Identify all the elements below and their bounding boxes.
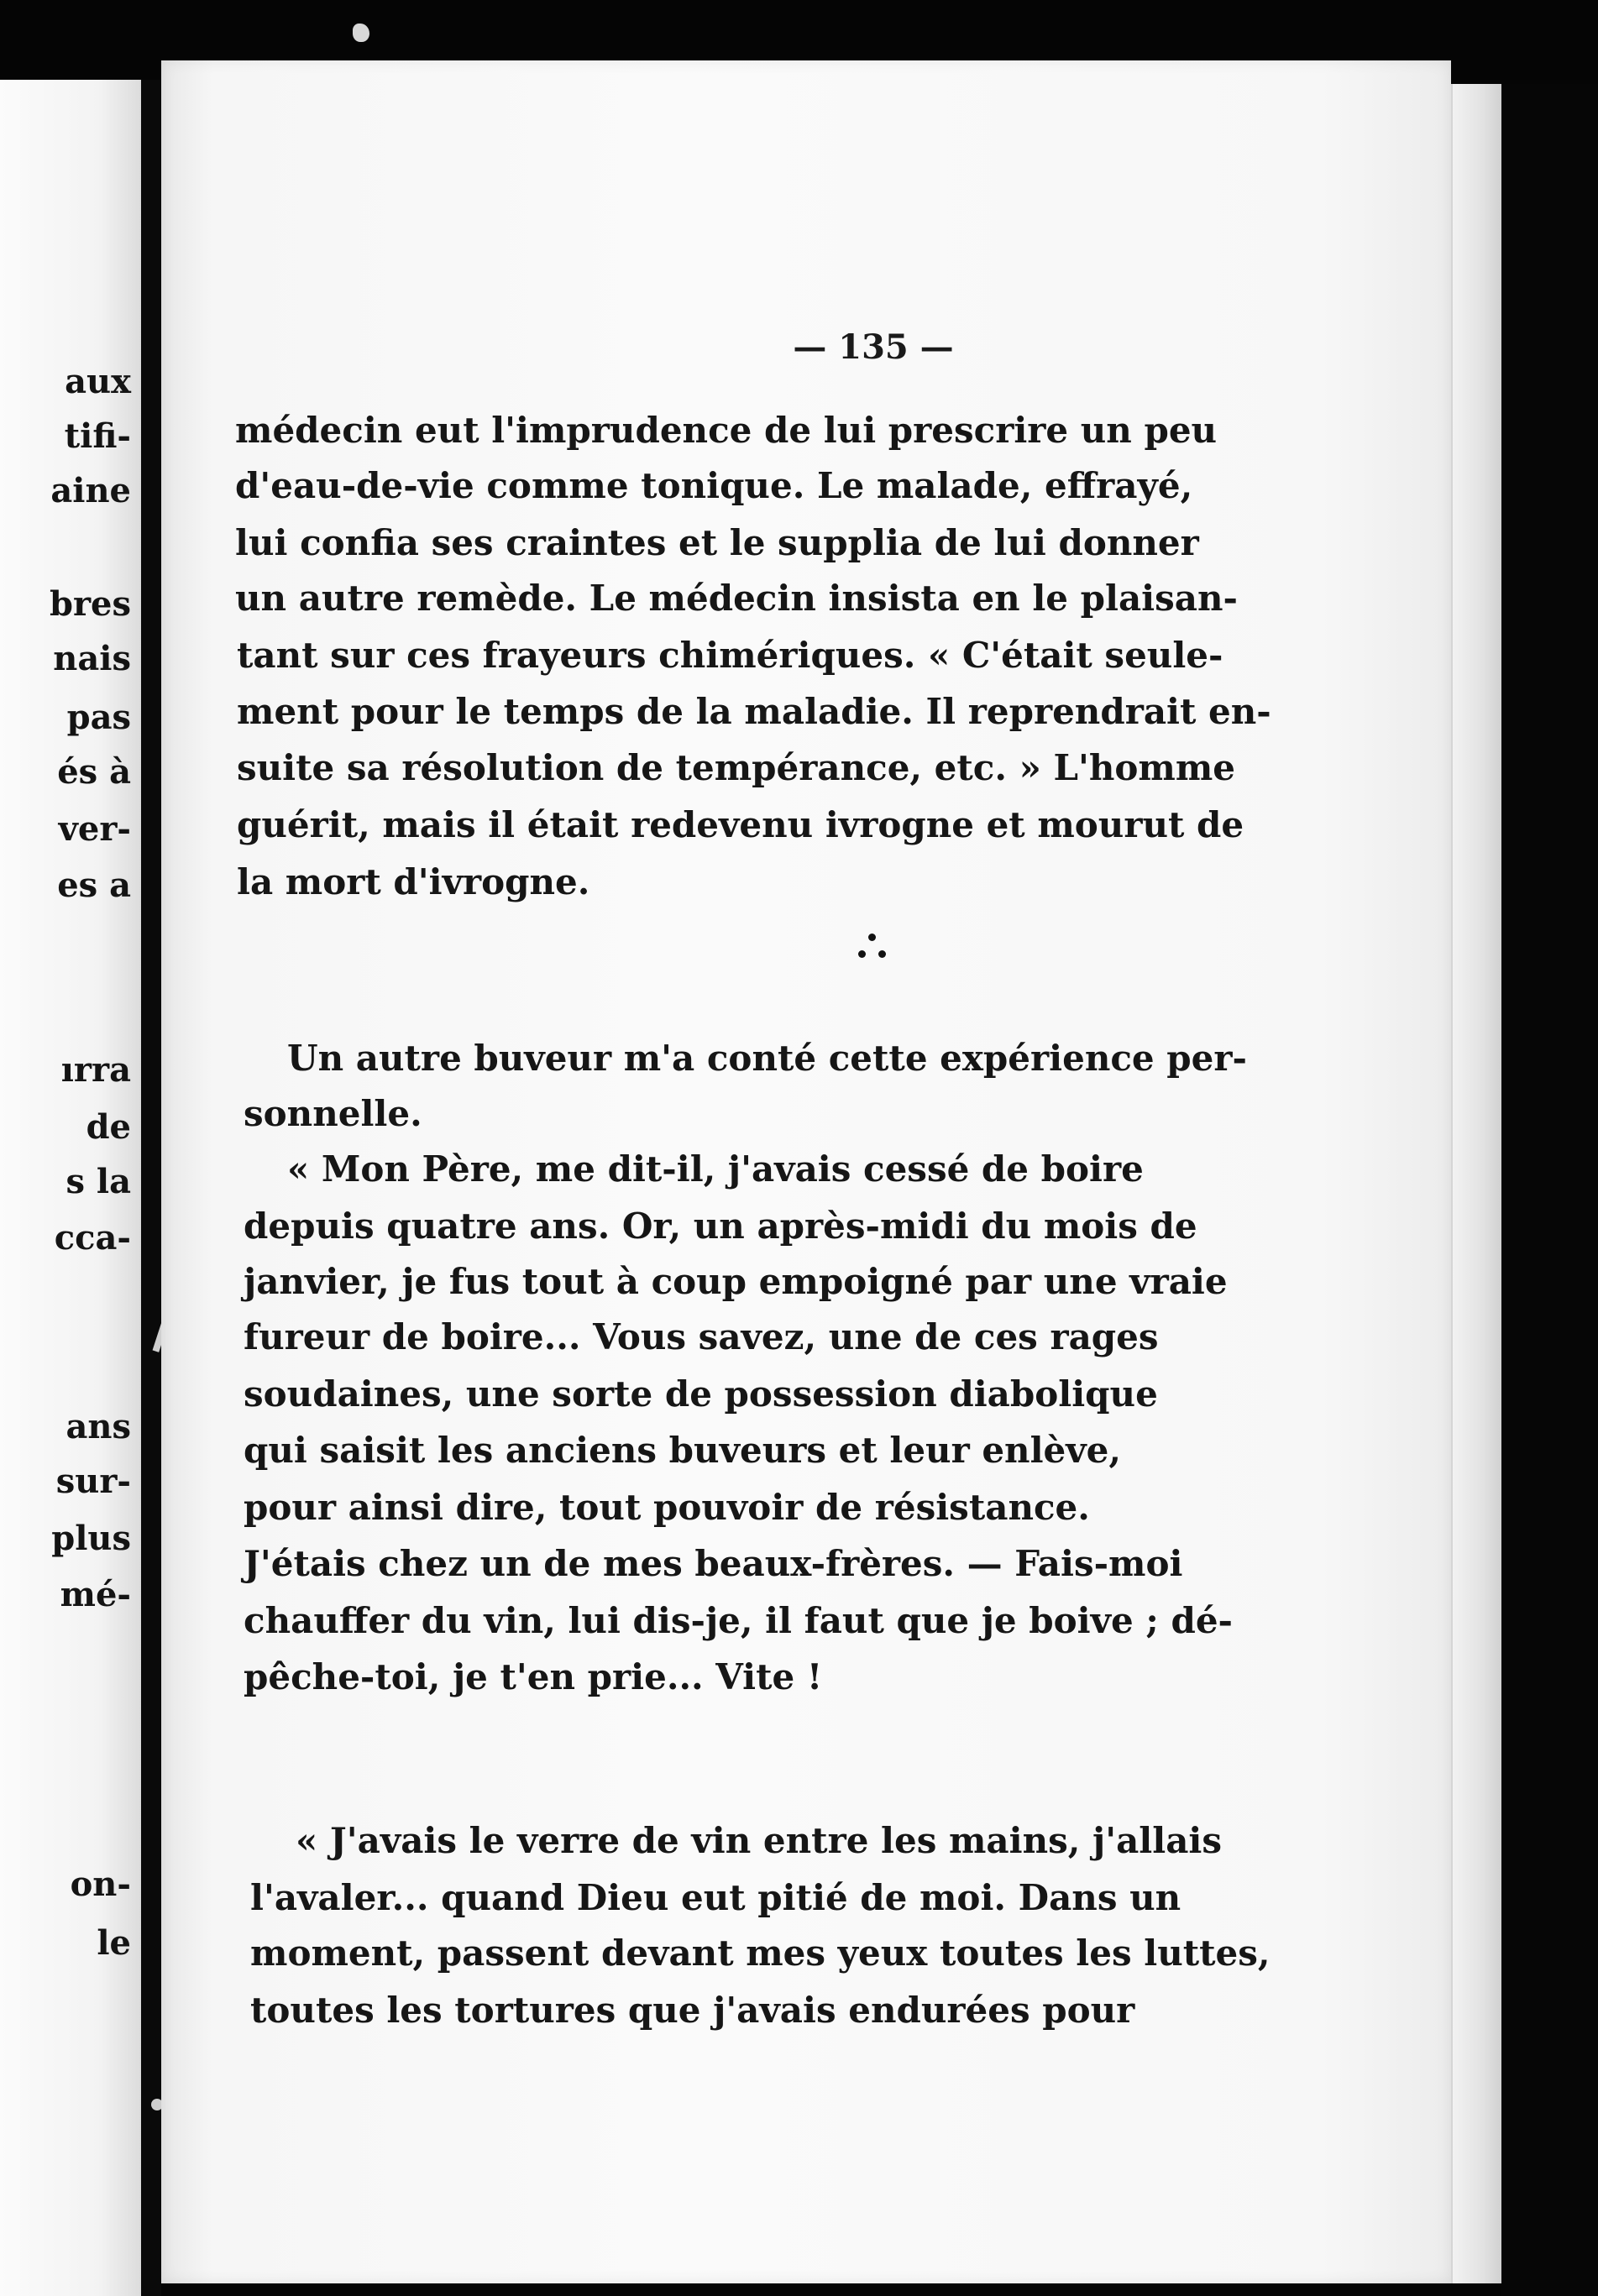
text-line: janvier, je fus tout à coup empoigné par une vraie: [244, 1261, 1228, 1302]
text-line: la mort d'ivrogne.: [237, 861, 590, 902]
scan-speck: [353, 24, 369, 42]
left-line: aux: [65, 362, 131, 401]
left-line: ırra: [60, 1050, 131, 1090]
left-line: pas: [66, 698, 131, 737]
asterism-dot: [868, 934, 876, 941]
text-line: J'étais chez un de mes beaux-frères. — Fais-moi: [244, 1543, 1183, 1584]
left-line: es a: [57, 866, 131, 905]
text-line: toutes les tortures que j'avais endurées pour: [250, 1990, 1135, 2031]
right-page: [161, 60, 1451, 2283]
text-line: fureur de boire... Vous savez, une de ces rages: [244, 1316, 1159, 1357]
left-line: ver-: [58, 809, 131, 849]
left-line: s la: [65, 1162, 131, 1201]
left-line: aine: [50, 471, 131, 510]
left-line: mé-: [60, 1575, 131, 1614]
text-line: ment pour le temps de la maladie. Il reprendrait en-: [237, 691, 1271, 732]
left-line: on-: [70, 1865, 131, 1904]
text-line: l'avaler... quand Dieu eut pitié de moi. Dans un: [250, 1877, 1181, 1918]
text-line: sonnelle.: [244, 1093, 422, 1134]
text-line: moment, passent devant mes yeux toutes les luttes,: [250, 1933, 1271, 1974]
text-line: médecin eut l'imprudence de lui prescrire un peu: [235, 410, 1218, 451]
text-line: depuis quatre ans. Or, un après-midi du mois de: [244, 1206, 1197, 1247]
text-line: « Mon Père, me dit-il, j'avais cessé de boire: [287, 1148, 1144, 1190]
book-gutter: [141, 80, 161, 2296]
text-line: suite sa résolution de tempérance, etc. » L'homme: [237, 747, 1236, 788]
left-line: cca-: [54, 1218, 131, 1258]
left-facing-page: [0, 80, 141, 2296]
page-number: — 135 —: [793, 327, 954, 367]
text-line: guérit, mais il était redevenu ivrogne et mourut de: [237, 804, 1244, 845]
asterism-separator: [850, 925, 900, 975]
left-line: nais: [53, 639, 131, 678]
text-line: qui saisit les anciens buveurs et leur enlève,: [244, 1430, 1122, 1471]
text-line: d'eau-de-vie comme tonique. Le malade, effrayé,: [235, 465, 1193, 506]
text-line: « J'avais le verre de vin entre les mains, j'allais: [296, 1820, 1223, 1861]
left-line: le: [97, 1923, 131, 1963]
text-line: lui confia ses craintes et le supplia de lui donner: [235, 522, 1199, 563]
left-line: de: [86, 1107, 131, 1147]
text-line: tant sur ces frayeurs chimériques. « C'était seule-: [237, 635, 1223, 676]
left-line: és à: [57, 752, 131, 792]
left-line: bres: [49, 584, 131, 624]
text-line: chauffer du vin, lui dis-je, il faut que je boive ; dé-: [244, 1600, 1233, 1641]
text-line: Un autre buveur m'a conté cette expérience per-: [287, 1038, 1247, 1079]
left-line: sur-: [55, 1462, 131, 1501]
left-line: plus: [51, 1519, 131, 1558]
asterism-dot: [858, 950, 866, 958]
left-line: tifi-: [64, 416, 131, 456]
left-line: ans: [65, 1407, 131, 1446]
text-line: pêche-toi, je t'en prie... Vite !: [244, 1656, 823, 1697]
page-edge-stack: [1451, 84, 1503, 2283]
text-line: soudaines, une sorte de possession diabolique: [244, 1373, 1158, 1415]
asterism-dot: [878, 950, 886, 958]
scan-background: [1501, 84, 1598, 2296]
text-line: pour ainsi dire, tout pouvoir de résistance.: [244, 1487, 1090, 1528]
text-line: un autre remède. Le médecin insista en le plaisan-: [235, 578, 1238, 619]
